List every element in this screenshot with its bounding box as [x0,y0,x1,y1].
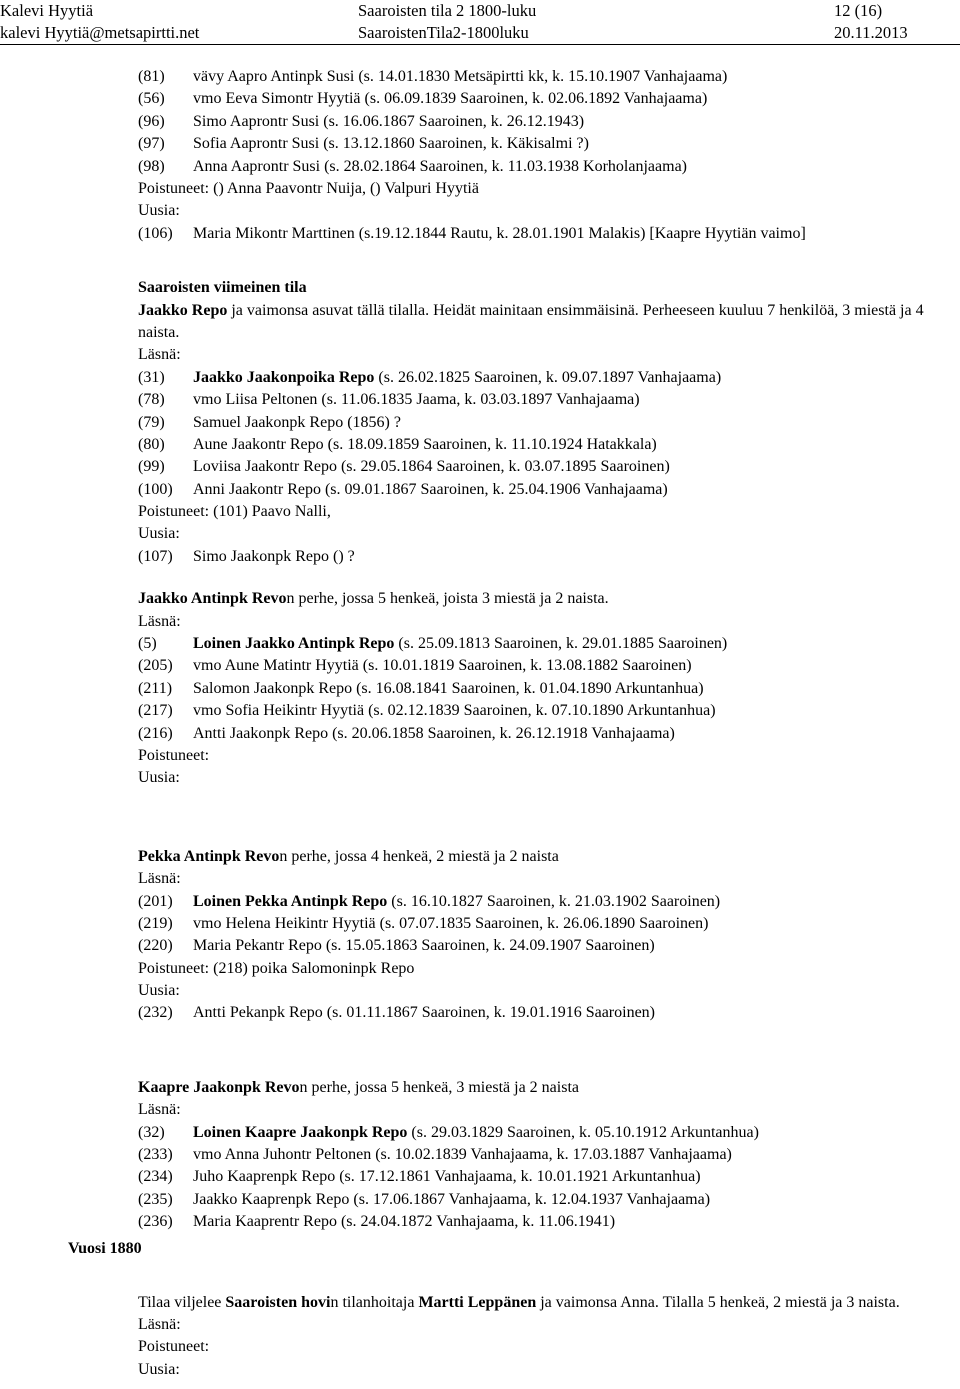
person-text: Aune Jaakontr Repo (s. 18.09.1859 Saaroinen, k. 11.10.1924 Hatakkala) [193,435,657,453]
person-row [138,389,958,411]
person-number: (220) [138,937,173,955]
present-label: Läsnä: [138,612,181,630]
header-author: Kalevi Hyytiä [0,1,94,20]
person-text: Sofia Aaprontr Susi (s. 13.12.1860 Saaroinen, k. Käkisalmi ?) [193,135,589,153]
household-head-row [138,367,958,389]
present-label: Läsnä: [138,1316,181,1334]
person-number: (235) [138,1190,173,1208]
person-number: (211) [138,679,173,697]
present-label: Läsnä: [138,346,181,364]
person-number: (201) [138,892,173,910]
family-name: Pekka Antinpk Revo [138,847,280,865]
page-header [0,0,960,45]
person-row [138,723,958,745]
person-row [138,700,958,722]
person-text: Juho Kaaprenpk Repo (s. 17.12.1861 Vanhajaama, k. 10.01.1921 Arkuntanhua) [193,1168,701,1186]
person-number: (100) [138,480,173,498]
family-summary: n perhe, jossa 5 henkeä, 3 miestä ja 2 naista [299,1078,579,1096]
person-text: vmo Sofia Heikintr Hyytiä (s. 02.12.1839 Saaroinen, k. 07.10.1890 Arkuntanhua) [193,702,716,720]
person-text: Samuel Jaakonpk Repo (1856) ? [193,413,401,431]
new-members-label: Uusia: [138,525,180,543]
family-name: Kaapre Jaakonpk Revo [138,1078,300,1096]
departed-line: Poistuneet: [138,1338,210,1356]
person-text: (s. 29.03.1829 Saaroinen, k. 05.10.1912 Arkuntanhua) [407,1123,759,1141]
person-number: (79) [138,413,165,431]
person-text: Maria Pekantr Repo (s. 15.05.1863 Saaroinen, k. 24.09.1907 Saaroinen) [193,937,655,955]
person-number: (81) [138,68,165,85]
person-row [138,546,958,568]
section-saaroisten-viimeinen-tila [138,277,958,568]
person-number: (236) [138,1213,173,1231]
person-number: (219) [138,914,173,932]
person-row [138,913,958,935]
section-heading: Saaroisten viimeinen tila [138,279,307,297]
person-number: (31) [138,368,165,386]
header-email: kalevi Hyytiä@metsapirtti.net [0,23,200,42]
person-text: Maria Kaaprentr Repo (s. 24.04.1872 Vanhajaama, k. 11.06.1941) [193,1213,616,1231]
person-row [138,1002,958,1024]
person-row [138,655,958,677]
person-row [138,1189,958,1211]
new-members-label: Uusia: [138,202,180,220]
document-body [138,66,958,1381]
family-title [138,846,958,868]
family-summary: n perhe, jossa 4 henkeä, 2 miestä ja 2 naista [279,847,559,865]
person-number: (98) [138,157,165,175]
person-text: (s. 16.10.1827 Saaroinen, k. 21.03.1902 Saaroinen) [387,892,721,910]
household-head-row [138,633,958,655]
person-text: vmo Eeva Simontr Hyytiä (s. 06.09.1839 Saaroinen, k. 02.06.1892 Vanhajaama) [193,90,708,108]
person-row [138,111,958,133]
person-text: Simo Aaprontr Susi (s. 16.06.1867 Saaroinen, k. 26.12.1943) [193,112,585,130]
section-saaroisten-hovi [138,1292,958,1382]
person-text: Antti Jaakonpk Repo (s. 20.06.1858 Saaroinen, k. 26.12.1918 Vanhajaama) [193,724,675,742]
person-text: (s. 26.02.1825 Saaroinen, k. 09.07.1897 Vanhajaama) [374,368,722,386]
household-head-name: Jaakko Jaakonpoika Repo [193,368,375,386]
person-row [138,133,958,155]
section-intro [138,1292,958,1314]
person-row [138,434,958,456]
departed-line: Poistuneet: (218) poika Salomoninpk Repo [138,959,415,977]
person-text: Simo Jaakonpk Repo () ? [193,547,355,565]
year-label: Vuosi 1880 [68,1240,142,1257]
departed-line: Poistuneet: (101) Paavo Nalli, [138,503,331,521]
household-head-name: Loinen Pekka Antinpk Repo [193,892,388,910]
person-row [138,1144,958,1166]
household-head-row [138,891,958,913]
person-number: (234) [138,1168,173,1186]
new-members-label: Uusia: [138,982,180,1000]
person-number: (232) [138,1004,173,1022]
section-jaakko-antinpk-revo [138,588,958,790]
person-text: vävy Aapro Antinpk Susi (s. 14.01.1830 Metsäpirtti kk, k. 15.10.1907 Vanhajaama) [193,68,728,85]
departed-line: Poistuneet: [138,746,210,764]
person-text: vmo Liisa Peltonen (s. 11.06.1835 Jaama, k. 03.03.1897 Vanhajaama) [193,391,640,409]
person-row [138,88,958,110]
person-text: Salomon Jaakonpk Repo (s. 16.08.1841 Saaroinen, k. 01.04.1890 Arkuntanhua) [193,679,704,697]
intro-name: Jaakko Repo [138,301,228,319]
person-row [138,678,958,700]
section-pekka-antinpk-revo [138,846,958,1025]
person-row [138,66,958,88]
intro-text: ja vaimonsa Anna. Tilalla 5 henkeä, 2 miestä ja 3 naista. [536,1293,900,1311]
family-title [138,1077,958,1099]
new-members-label: Uusia: [138,1360,180,1378]
block-susi-family [138,66,958,245]
household-head-name: Loinen Kaapre Jaakonpk Repo [193,1123,408,1141]
section-intro [138,300,958,345]
family-name: Jaakko Antinpk Revo [138,590,287,608]
person-number: (5) [138,635,157,653]
person-row [138,223,958,245]
family-summary: n perhe, jossa 5 henkeä, joista 3 miestä ja 2 naista. [286,590,609,608]
person-number: (80) [138,435,165,453]
person-text: Anna Aaprontr Susi (s. 28.02.1864 Saaroinen, k. 11.03.1938 Korholanjaama) [193,157,687,175]
person-number: (99) [138,458,165,476]
household-head-row [138,1122,958,1144]
header-date: 20.11.2013 [834,23,908,42]
family-title [138,588,958,610]
header-page-number: 12 (16) [834,1,883,20]
person-number: (96) [138,112,165,130]
person-text: Maria Mikontr Marttinen (s.19.12.1844 Rautu, k. 28.01.1901 Malakis) [Kaapre Hyytiän vaimo] [193,224,806,242]
person-number: (205) [138,657,173,675]
intro-text: n tilanhoitaja [330,1293,419,1311]
person-number: (78) [138,391,165,409]
person-number: (32) [138,1123,165,1141]
person-text: Loviisa Jaakontr Repo (s. 29.05.1864 Saaroinen, k. 03.07.1895 Saaroinen) [193,458,670,476]
person-row [138,456,958,478]
person-text: Jaakko Kaaprenpk Repo (s. 17.06.1867 Vanhajaama, k. 12.04.1937 Vanhajaama) [193,1190,711,1208]
person-row [138,412,958,434]
person-row [138,479,958,501]
header-doc-title: Saaroisten tila 2 1800-luku [358,1,537,20]
person-row [138,1166,958,1188]
person-text: (s. 25.09.1813 Saaroinen, k. 29.01.1885 Saaroinen) [394,635,728,653]
manager-name: Martti Leppänen [418,1293,537,1311]
new-members-label: Uusia: [138,769,180,787]
present-label: Läsnä: [138,870,181,888]
header-filename: SaaroistenTila2-1800luku [358,23,529,42]
person-text: Antti Pekanpk Repo (s. 01.11.1867 Saaroinen, k. 19.01.1916 Saaroinen) [193,1004,656,1022]
person-number: (217) [138,702,173,720]
present-label: Läsnä: [138,1101,181,1119]
departed-line: Poistuneet: () Anna Paavontr Nuija, () Valpuri Hyytiä [138,179,479,197]
estate-name: Saaroisten hovi [225,1293,331,1311]
person-row [138,1211,958,1233]
intro-text: Tilaa viljelee [138,1293,226,1311]
person-number: (97) [138,135,165,153]
section-kaapre-jaakonpk-revo [138,1077,958,1234]
person-number: (107) [138,547,173,565]
intro-text: ja vaimonsa asuvat tällä tilalla. Heidät mainitaan ensimmäisinä. Perheeseen kuuluu 7 henkilöä, 3 miestä ja 4 naista. [138,301,924,341]
person-row [138,156,958,178]
person-row [138,935,958,957]
person-number: (56) [138,90,165,108]
person-text: vmo Aune Matintr Hyytiä (s. 10.01.1819 Saaroinen, k. 13.08.1882 Saaroinen) [193,657,692,675]
person-number: (233) [138,1146,173,1164]
person-number: (106) [138,224,173,242]
person-text: vmo Anna Juhontr Peltonen (s. 10.02.1839 Vanhajaama, k. 17.03.1887 Vanhajaama) [193,1146,732,1164]
person-text: Anni Jaakontr Repo (s. 09.01.1867 Saaroinen, k. 25.04.1906 Vanhajaama) [193,480,668,498]
person-text: vmo Helena Heikintr Hyytiä (s. 07.07.1835 Saaroinen, k. 26.06.1890 Saaroinen) [193,914,709,932]
household-head-name: Loinen Jaakko Antinpk Repo [193,635,395,653]
person-number: (216) [138,724,173,742]
